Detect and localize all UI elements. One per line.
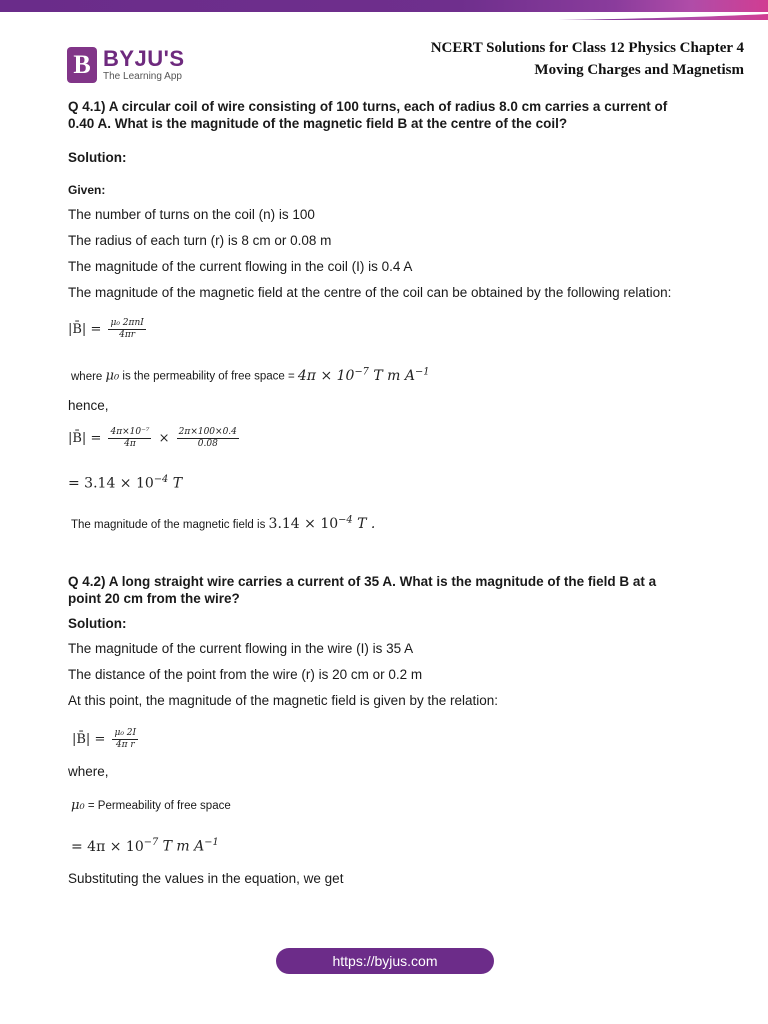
q1-hence: hence, [68, 398, 109, 413]
q1-relation-text: The magnitude of the magnetic field at the centre of the coil can be obtained by the following relation: [68, 285, 672, 300]
q2-distance-line: The distance of the point from the wire (r) is 20 cm or 0.2 m [68, 667, 423, 682]
q1-given-turns: The number of turns on the coil (n) is 100 [68, 207, 315, 222]
calc-denominator-1: 4π [124, 439, 136, 449]
calc-numerator-1: 4π×10⁻⁷ [110, 427, 150, 437]
answer-exponent: −4 [338, 514, 353, 525]
result-unit: T [172, 475, 183, 492]
q2-formula-denominator: 4π r [115, 740, 135, 750]
q2-line-2: point 20 cm from the wire? [68, 591, 240, 606]
q2-formula [68, 728, 141, 751]
q2-mu0-unit: T m A [162, 838, 205, 855]
calc-numerator-2: 2π×100×0.4 [178, 427, 237, 437]
calc-denominator-2: 0.08 [197, 439, 218, 449]
q2-mu0-unit-exponent: −1 [204, 837, 219, 848]
mu0-exponent: −7 [354, 366, 369, 377]
logo-mark: B [67, 47, 97, 83]
result-exponent: −4 [153, 474, 169, 485]
q1-line-2: 0.40 A. What is the magnitude of the magnetic field B at the centre of the coil? [68, 116, 568, 131]
q1-given-radius: The radius of each turn (r) is 8 cm or 0.08 m [68, 233, 332, 248]
question-4-1 [68, 98, 718, 132]
q2-formula-numerator: μ₀ 2I [114, 728, 137, 738]
q2-where: where, [68, 764, 109, 779]
q2-mu0-symbol: μ₀ [71, 798, 85, 813]
answer-unit: T . [357, 515, 376, 532]
q1-given-current: The magnitude of the current flowing in the coil (I) is 0.4 A [68, 259, 413, 274]
title-line-2: Moving Charges and Magnetism [534, 62, 744, 78]
logo-name: BYJU'S [103, 46, 185, 71]
q2-substituting: Substituting the values in the equation, we get [68, 871, 344, 886]
answer-text: The magnitude of the magnetic field is [71, 518, 266, 531]
q1-formula [68, 318, 149, 341]
q2-solution-label: Solution: [68, 616, 127, 631]
q2-line-1: Q 4.2) A long straight wire carries a current of 35 A. What is the magnitude of the field B at a [68, 574, 657, 589]
q2-mu0-definition [68, 798, 231, 813]
q2-mu0-value-line [68, 837, 219, 855]
q1-calculation [68, 427, 242, 450]
top-wave-decoration [0, 12, 768, 24]
mu0-unit-exponent: −1 [414, 366, 430, 377]
formula-denominator: 4πr [119, 330, 136, 340]
q1-solution-label: Solution: [68, 150, 127, 165]
mu0-unit: T m A [373, 367, 415, 384]
document-title [431, 37, 744, 81]
formula-numerator: μ₀ 2πnI [110, 318, 144, 328]
q2-relation-line: At this point, the magnitude of the magnetic field is given by the relation: [68, 693, 499, 708]
q1-line-1: Q 4.1) A circular coil of wire consisting of 100 turns, each of radius 8.0 cm carries a current of [68, 99, 668, 114]
calc-lhs: |B̄| = [68, 431, 102, 446]
q1-permeability-line [68, 366, 429, 384]
q2-mu0-exponent: −7 [143, 837, 159, 848]
answer-value: 3.14 × 10 [268, 515, 339, 532]
footer-url-link[interactable]: https://byjus.com [276, 948, 494, 974]
mu0-symbol: μ₀ [105, 368, 120, 384]
q1-given-label: Given: [68, 183, 106, 197]
q2-mu0-text: = Permeability of free space [87, 800, 231, 812]
q2-current-line: The magnitude of the current flowing in the wire (I) is 35 A [68, 641, 414, 656]
title-line-1: NCERT Solutions for Class 12 Physics Chapter 4 [430, 40, 744, 56]
formula-lhs: |B̄| = [68, 322, 102, 337]
byjus-logo [67, 45, 185, 85]
mu0-value: 4π × 10 [297, 367, 355, 384]
where-prefix: where [71, 370, 103, 383]
q2-formula-lhs: |B̄| = [72, 732, 106, 747]
result-value: = 3.14 × 10 [68, 475, 154, 492]
logo-tagline: The Learning App [103, 71, 182, 82]
q2-mu0-value: = 4π × 10 [71, 838, 144, 855]
q1-result [68, 474, 182, 492]
permeability-text: is the permeability of free space = [122, 370, 295, 383]
calc-times: × [158, 431, 170, 446]
question-4-2 [68, 573, 718, 607]
q1-answer [68, 514, 375, 532]
